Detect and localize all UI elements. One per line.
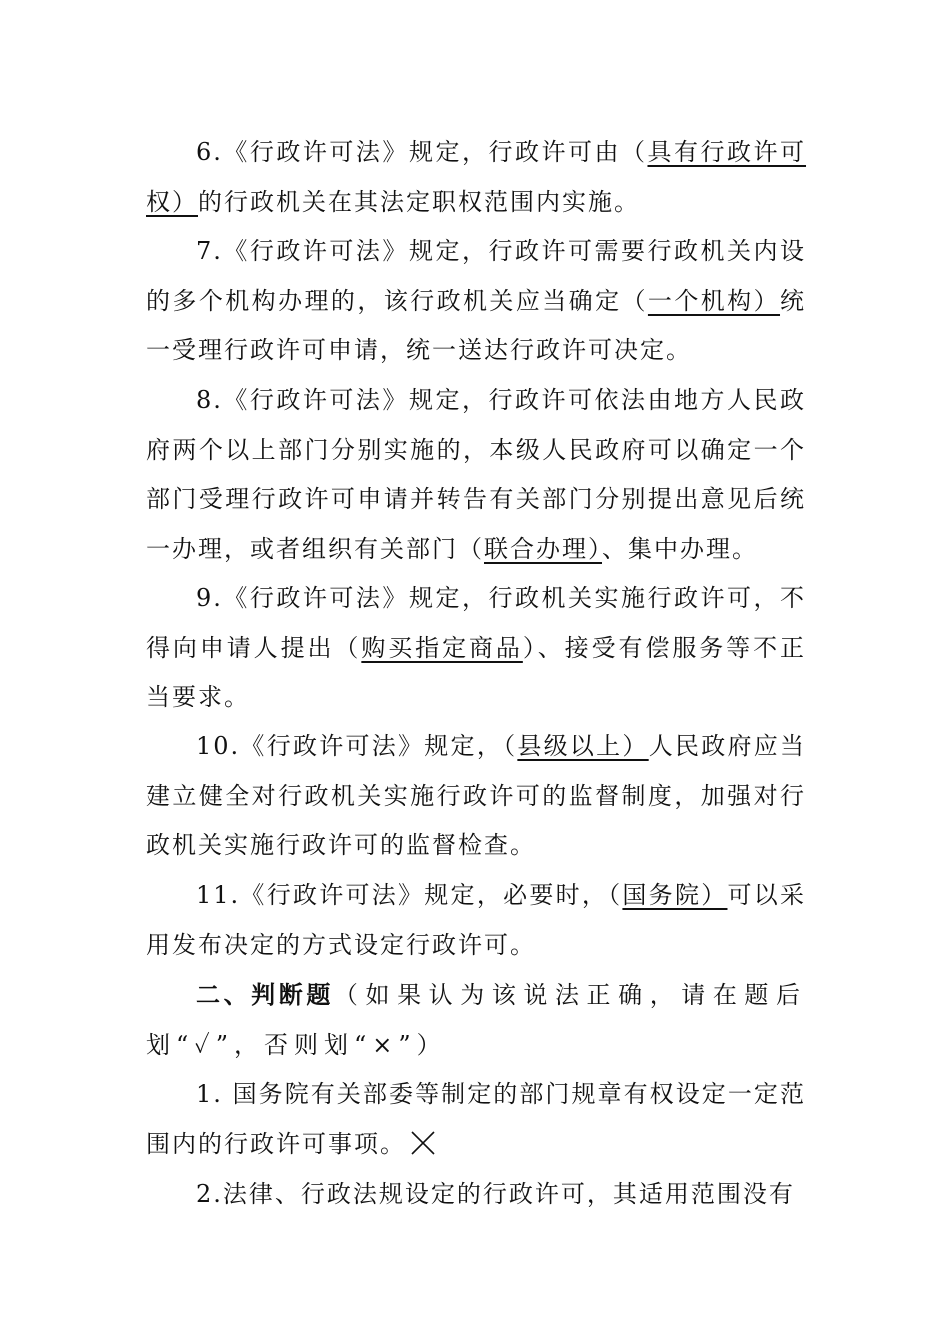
section-title: 二、判断题 bbox=[196, 981, 334, 1009]
section-heading-judgement bbox=[146, 971, 806, 1070]
question-text-before: 《行政许可法》规定，行政许可需要行政机关内设的多个机构办理的，该行政机关应当确定（ bbox=[146, 237, 806, 315]
fill-question-10 bbox=[146, 722, 806, 871]
answer-blank: 联合办理） bbox=[484, 534, 602, 563]
question-text-after: 的行政机关在其法定职权范围内实施。 bbox=[198, 187, 640, 216]
question-number: 6. bbox=[196, 138, 223, 166]
question-text-before: 《行政许可法》规定，行政机关实施行政许可，不得向申请人提出（ bbox=[146, 584, 806, 662]
cross-mark-icon bbox=[410, 1130, 436, 1156]
answer-blank: 购买指定商品 bbox=[361, 633, 523, 662]
question-text-after: 、集中办理。 bbox=[602, 534, 758, 563]
question-number: 11. bbox=[196, 881, 241, 909]
answer-blank: 县级以上） bbox=[517, 732, 649, 760]
judgement-question-2 bbox=[146, 1170, 806, 1220]
fill-question-8 bbox=[146, 376, 806, 574]
answer-blank: 国务院） bbox=[622, 881, 728, 909]
fill-question-9 bbox=[146, 574, 806, 723]
question-text-after: 统一受理行政许可申请，统一送达行政许可决定。 bbox=[146, 286, 807, 364]
question-text-after: 人民政府应当建立健全对行政机关实施行政许可的监督制度，加强对行政机关实施行政许可的监督检查。 bbox=[146, 732, 807, 859]
question-number: 2. bbox=[196, 1180, 223, 1208]
question-text: 法律、行政法规设定的行政许可，其适用范围没有 bbox=[222, 1180, 795, 1208]
question-text-before: 《行政许可法》规定，必要时，（ bbox=[240, 881, 623, 909]
question-text-before: 《行政许可法》规定，（ bbox=[240, 732, 518, 760]
question-number: 7. bbox=[196, 237, 223, 265]
question-number: 8. bbox=[196, 386, 223, 414]
fill-question-6 bbox=[146, 128, 806, 227]
fill-question-11 bbox=[146, 871, 806, 970]
question-text-before: 《行政许可法》规定，行政许可依法由地方人民政府两个以上部门分别实施的，本级人民政府可以确定一个部门受理行政许可申请并转告有关部门分别提出意见后统一办理，或者组织有关部门（ bbox=[146, 386, 806, 563]
section-instruction: （如果认为该说法正确，请在题后划“✓”，否则划“×”） bbox=[146, 981, 807, 1059]
answer-blank: 一个机构） bbox=[647, 286, 781, 315]
question-text-after: ）、接受有偿服务等不正当要求。 bbox=[146, 633, 807, 711]
question-number: 9. bbox=[196, 584, 223, 612]
answer-blank: 具有行政许可权） bbox=[146, 138, 807, 216]
question-text-after: 可以采用发布决定的方式设定行政许可。 bbox=[146, 881, 807, 959]
question-number: 1. bbox=[196, 1080, 223, 1108]
question-text: 国务院有关部委等制定的部门规章有权设定一定范围内的行政许可事项。 bbox=[146, 1080, 806, 1158]
question-number: 10. bbox=[196, 732, 241, 760]
question-text-before: 《行政许可法》规定，行政许可由（ bbox=[222, 138, 648, 166]
judgement-question-1 bbox=[146, 1070, 806, 1169]
fill-question-7 bbox=[146, 227, 806, 376]
